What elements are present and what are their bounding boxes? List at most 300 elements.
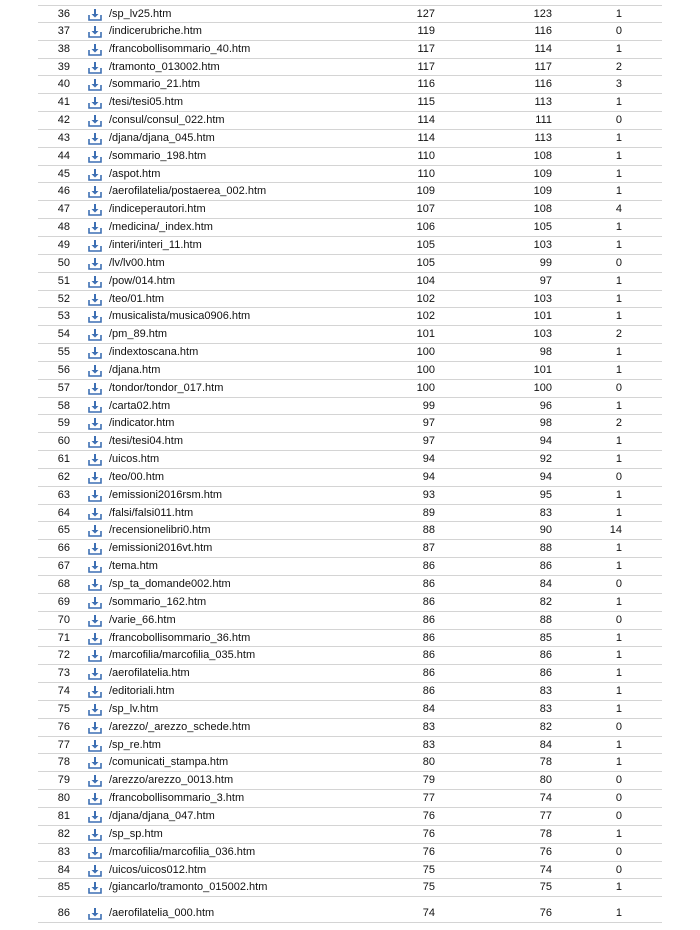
download-icon[interactable]: [88, 44, 102, 56]
hits-cell: 127: [416, 8, 435, 20]
url-link[interactable]: /sommario_21.htm: [109, 78, 201, 91]
download-icon[interactable]: [88, 9, 102, 21]
entries-cell: 95: [539, 488, 552, 501]
download-icon[interactable]: [88, 525, 102, 537]
url-link[interactable]: /sp_ta_domande002.htm: [109, 578, 231, 590]
rank-cell: 62: [57, 470, 70, 483]
entries-cell: 103: [533, 328, 552, 341]
entries-cell: 80: [539, 774, 552, 787]
url-link[interactable]: /consul/consul_022.htm: [109, 114, 225, 127]
url-link[interactable]: /musicalista/musica0906.htm: [109, 310, 251, 323]
hits-cell: 94: [422, 453, 435, 466]
url-link[interactable]: /francobollisommario_40.htm: [109, 42, 251, 55]
hits-cell: 97: [422, 417, 435, 430]
download-icon[interactable]: [88, 882, 102, 894]
rank-cell: 59: [57, 417, 70, 430]
hits-cell: 119: [417, 24, 435, 37]
download-icon[interactable]: [88, 26, 102, 38]
download-icon[interactable]: [88, 668, 102, 680]
url-link[interactable]: /teo/00.htm: [109, 470, 165, 483]
url-link[interactable]: /teo/01.htm: [109, 292, 165, 305]
url-link[interactable]: /interi/interi_11.htm: [109, 238, 202, 251]
table-row: [38, 41, 662, 59]
exits-cell: 1: [615, 149, 622, 162]
table-row: [38, 94, 662, 112]
hits-cell: 75: [422, 863, 435, 876]
exits-cell: 1: [615, 363, 622, 376]
hits-cell: 117: [417, 42, 435, 55]
entries-cell: 113: [534, 131, 552, 144]
entries-cell: 109: [533, 185, 552, 198]
rank-cell: 37: [57, 24, 70, 37]
table-row: [38, 130, 662, 148]
exits-cell: 1: [615, 238, 622, 251]
entries-cell: 74: [539, 863, 552, 876]
download-icon[interactable]: [88, 436, 102, 448]
entries-cell: 77: [539, 809, 552, 822]
url-link[interactable]: /aerofilatelia_000.htm: [109, 907, 215, 920]
exits-cell: 1: [615, 649, 622, 662]
download-icon[interactable]: [88, 151, 102, 163]
url-link[interactable]: /emissioni2016vt.htm: [109, 542, 213, 555]
hits-cell: 74: [422, 907, 435, 920]
hits-cell: 110: [417, 149, 435, 162]
entries-cell: 76: [539, 845, 552, 858]
download-icon[interactable]: [88, 615, 102, 627]
rank-cell: 71: [57, 631, 70, 644]
table-row: [38, 754, 662, 772]
download-icon[interactable]: [88, 329, 102, 341]
table-row: [38, 844, 662, 862]
rank-cell: 51: [57, 274, 70, 287]
table-row: [38, 505, 662, 523]
exits-cell: 1: [615, 738, 622, 751]
exits-cell: 2: [615, 328, 622, 341]
hits-cell: 86: [422, 613, 435, 626]
url-link[interactable]: /aerofilatelia/postaerea_002.htm: [109, 185, 267, 198]
download-icon[interactable]: [88, 115, 102, 127]
url-link[interactable]: /editoriali.htm: [109, 685, 175, 698]
exits-cell: 1: [615, 631, 622, 644]
entries-cell: 114: [534, 42, 552, 55]
exits-cell: 1: [615, 274, 622, 287]
rank-cell: 41: [57, 96, 70, 109]
exits-cell: 1: [615, 185, 622, 198]
url-link[interactable]: /tesi/tesi04.htm: [109, 435, 183, 448]
table-row: [38, 862, 662, 880]
table-row: [38, 201, 662, 219]
entries-cell: 86: [539, 649, 552, 662]
table-row: [38, 451, 662, 469]
url-link[interactable]: /medicina/_index.htm: [109, 221, 213, 234]
download-icon[interactable]: [88, 740, 102, 752]
url-link[interactable]: /giancarlo/tramonto_015002.htm: [109, 881, 268, 894]
entries-cell: 82: [539, 720, 552, 733]
download-icon[interactable]: [88, 418, 102, 430]
download-icon[interactable]: [88, 650, 102, 662]
download-icon[interactable]: [88, 401, 102, 413]
download-icon[interactable]: [88, 311, 102, 323]
table-row: [38, 237, 662, 255]
exits-cell: 1: [615, 667, 622, 680]
entries-cell: 103: [533, 292, 552, 305]
hits-cell: 86: [422, 560, 435, 573]
url-link[interactable]: /uicos/uicos012.htm: [109, 863, 207, 876]
table-row: [38, 905, 662, 923]
rank-cell: 81: [57, 809, 70, 822]
hits-cell: 75: [422, 881, 435, 894]
hits-cell: 104: [416, 274, 435, 287]
download-icon[interactable]: [88, 454, 102, 466]
rank-cell: 64: [57, 506, 70, 519]
hits-cell: 102: [416, 292, 435, 305]
exits-cell: 1: [615, 702, 622, 715]
url-link[interactable]: /carta02.htm: [109, 399, 171, 412]
url-link[interactable]: /sp_re.htm: [109, 738, 161, 751]
download-icon[interactable]: [88, 704, 102, 716]
download-icon[interactable]: [88, 133, 102, 145]
url-link[interactable]: /indicator.htm: [109, 417, 175, 430]
table-row: [38, 737, 662, 755]
rank-cell: 78: [57, 756, 70, 769]
rank-cell: 60: [57, 435, 70, 448]
url-link[interactable]: /sommario_198.htm: [109, 149, 207, 162]
table-row: [38, 380, 662, 398]
download-icon[interactable]: [88, 97, 102, 109]
rank-cell: 46: [57, 185, 70, 198]
table-row: [38, 219, 662, 237]
hits-cell: 114: [417, 131, 435, 144]
rank-cell: 82: [57, 827, 70, 840]
table-row: [38, 76, 662, 94]
rank-cell: 79: [57, 774, 70, 787]
rank-cell: 61: [57, 453, 70, 466]
exits-cell: 1: [615, 346, 622, 359]
rank-cell: 69: [57, 595, 70, 608]
url-link[interactable]: /sp_lv.htm: [109, 702, 159, 715]
download-icon[interactable]: [88, 490, 102, 502]
hits-cell: 100: [416, 363, 435, 376]
url-link[interactable]: /aerofilatelia.htm: [109, 667, 190, 680]
url-link[interactable]: /pm_89.htm: [109, 328, 168, 341]
table-row: [38, 647, 662, 665]
download-icon[interactable]: [88, 508, 102, 520]
exits-cell: 1: [615, 756, 622, 769]
table-row: [38, 183, 662, 201]
entries-cell: 111: [535, 114, 552, 127]
url-link[interactable]: /tesi/tesi05.htm: [109, 96, 183, 109]
url-link[interactable]: /francobollisommario_36.htm: [109, 631, 251, 644]
hits-cell: 97: [422, 435, 435, 448]
table-row: [38, 683, 662, 701]
hits-cell: 93: [422, 488, 435, 501]
table-row: [38, 879, 662, 897]
entries-cell: 101: [533, 310, 552, 323]
entries-cell: 101: [533, 363, 552, 376]
download-icon[interactable]: [88, 383, 102, 395]
download-icon[interactable]: [88, 472, 102, 484]
entries-cell: 90: [539, 524, 552, 537]
table-row: [38, 808, 662, 826]
exits-cell: 1: [615, 292, 622, 305]
rank-cell: 49: [57, 238, 70, 251]
table-row: [38, 612, 662, 630]
table-row: [38, 576, 662, 594]
entries-cell: 99: [539, 256, 552, 269]
download-icon[interactable]: [88, 811, 102, 823]
exits-cell: 0: [615, 256, 622, 269]
rank-cell: 43: [57, 131, 70, 144]
url-link[interactable]: /indiceperautori.htm: [109, 203, 206, 216]
rank-cell: 39: [57, 60, 70, 73]
hits-cell: 101: [416, 328, 435, 341]
url-link[interactable]: /tramonto_013002.htm: [109, 60, 220, 73]
exits-cell: 0: [615, 578, 622, 590]
hits-cell: 86: [422, 595, 435, 608]
entries-cell: 88: [539, 613, 552, 626]
entries-cell: 116: [534, 78, 552, 91]
download-icon[interactable]: [88, 847, 102, 859]
rank-cell: 73: [57, 667, 70, 680]
url-link[interactable]: /uicos.htm: [109, 453, 160, 466]
exits-cell: 1: [615, 167, 622, 180]
download-icon[interactable]: [88, 722, 102, 734]
rank-cell: 83: [57, 845, 70, 858]
url-link[interactable]: /sp_sp.htm: [109, 827, 163, 840]
rank-cell: 40: [57, 78, 70, 91]
rank-cell: 66: [57, 542, 70, 555]
entries-cell: 117: [534, 60, 552, 73]
download-icon[interactable]: [88, 543, 102, 555]
entries-cell: 83: [539, 702, 552, 715]
entries-cell: 78: [539, 827, 552, 840]
exits-cell: 0: [615, 381, 622, 394]
entries-cell: 98: [539, 417, 552, 430]
hits-cell: 86: [422, 685, 435, 698]
url-link[interactable]: /falsi/falsi011.htm: [109, 506, 194, 519]
entries-cell: 105: [533, 221, 552, 234]
table-row: [38, 522, 662, 540]
entries-cell: 84: [539, 578, 552, 590]
url-link[interactable]: /marcofilia/marcofilia_035.htm: [109, 649, 256, 662]
exits-cell: 3: [615, 78, 622, 91]
url-link[interactable]: /indextoscana.htm: [109, 346, 199, 359]
hits-cell: 79: [422, 774, 435, 787]
url-link[interactable]: /tondor/tondor_017.htm: [109, 381, 224, 394]
table-row: [38, 344, 662, 362]
exits-cell: 1: [615, 131, 622, 144]
url-link[interactable]: /djana/djana_047.htm: [109, 809, 215, 822]
entries-cell: 82: [539, 595, 552, 608]
hits-cell: 83: [422, 738, 435, 751]
hits-cell: 84: [422, 702, 435, 715]
hits-cell: 89: [422, 506, 435, 519]
download-icon[interactable]: [88, 62, 102, 74]
rank-cell: 85: [57, 881, 70, 894]
download-icon[interactable]: [88, 186, 102, 198]
hits-cell: 106: [416, 221, 435, 234]
url-link[interactable]: /tema.htm: [109, 560, 158, 573]
exits-cell: 0: [615, 24, 622, 37]
url-link[interactable]: /sp_lv25.htm: [109, 8, 172, 20]
url-link[interactable]: /pow/014.htm: [109, 274, 176, 287]
exits-cell: 0: [615, 809, 622, 822]
url-link[interactable]: /comunicati_stampa.htm: [109, 756, 229, 769]
download-icon[interactable]: [88, 597, 102, 609]
entries-cell: 85: [539, 631, 552, 644]
download-icon[interactable]: [88, 829, 102, 841]
entries-cell: 83: [539, 685, 552, 698]
rank-cell: 42: [57, 114, 70, 127]
exits-cell: 1: [615, 399, 622, 412]
table-row: [38, 398, 662, 416]
url-link[interactable]: /djana/djana_045.htm: [109, 131, 215, 144]
rank-cell: 80: [57, 792, 70, 805]
entries-cell: 96: [539, 399, 552, 412]
exits-cell: 1: [615, 595, 622, 608]
download-icon[interactable]: [88, 865, 102, 877]
table-row: [38, 255, 662, 273]
exits-cell: 0: [615, 863, 622, 876]
download-icon[interactable]: [88, 79, 102, 91]
url-link[interactable]: /varie_66.htm: [109, 613, 176, 626]
download-icon[interactable]: [88, 276, 102, 288]
rank-cell: 58: [57, 399, 70, 412]
exits-cell: 1: [615, 506, 622, 519]
table-row: [38, 630, 662, 648]
download-icon[interactable]: [88, 294, 102, 306]
download-icon[interactable]: [88, 775, 102, 787]
table-row: [38, 308, 662, 326]
download-icon[interactable]: [88, 169, 102, 181]
table-row: [38, 790, 662, 808]
exits-cell: 0: [615, 720, 622, 733]
rank-cell: 68: [57, 578, 70, 590]
hits-cell: 86: [422, 631, 435, 644]
rank-cell: 84: [57, 863, 70, 876]
download-icon[interactable]: [88, 793, 102, 805]
table-row: [38, 540, 662, 558]
entries-cell: 86: [539, 667, 552, 680]
table-row: [38, 826, 662, 844]
entries-cell: 74: [539, 792, 552, 805]
url-link[interactable]: /indicerubriche.htm: [109, 24, 202, 37]
exits-cell: 1: [615, 827, 622, 840]
hits-cell: 86: [422, 667, 435, 680]
hits-cell: 117: [417, 60, 435, 73]
table-row: [38, 594, 662, 612]
exits-cell: 1: [615, 42, 622, 55]
url-link[interactable]: /sommario_162.htm: [109, 595, 207, 608]
hits-cell: 77: [422, 792, 435, 805]
url-link[interactable]: /emissioni2016rsm.htm: [109, 488, 223, 501]
hits-cell: 115: [417, 96, 435, 109]
url-link[interactable]: /recensionelibri0.htm: [109, 524, 211, 537]
hits-cell: 76: [422, 809, 435, 822]
exits-cell: 0: [615, 845, 622, 858]
table-row: [38, 273, 662, 291]
entries-cell: 108: [533, 203, 552, 216]
url-link[interactable]: /arezzo/arezzo_0013.htm: [109, 774, 234, 787]
download-icon[interactable]: [88, 258, 102, 270]
download-icon[interactable]: [88, 579, 102, 591]
download-icon[interactable]: [88, 633, 102, 645]
table-row: [38, 362, 662, 380]
download-icon[interactable]: [88, 561, 102, 573]
rank-cell: 56: [57, 363, 70, 376]
rank-cell: 67: [57, 560, 70, 573]
table-row: [38, 291, 662, 309]
entries-cell: 78: [539, 756, 552, 769]
hits-cell: 100: [416, 346, 435, 359]
download-icon[interactable]: [88, 757, 102, 769]
url-link[interactable]: /arezzo/_arezzo_schede.htm: [109, 720, 251, 733]
rank-cell: 47: [57, 203, 70, 216]
table-row: [38, 772, 662, 790]
rank-cell: 65: [57, 524, 70, 537]
download-icon[interactable]: [88, 365, 102, 377]
rank-cell: 38: [57, 42, 70, 55]
table-row: [38, 487, 662, 505]
url-link[interactable]: /djana.htm: [109, 363, 161, 376]
exits-cell: 0: [615, 792, 622, 805]
hits-cell: 86: [422, 649, 435, 662]
exits-cell: 0: [615, 774, 622, 787]
url-link[interactable]: /aspot.htm: [109, 167, 161, 180]
download-icon[interactable]: [88, 908, 102, 920]
entries-cell: 92: [539, 453, 552, 466]
exits-cell: 2: [615, 417, 622, 430]
rank-cell: 55: [57, 346, 70, 359]
hits-cell: 102: [416, 310, 435, 323]
entries-cell: 88: [539, 542, 552, 555]
rank-cell: 72: [57, 649, 70, 662]
hits-cell: 100: [416, 381, 435, 394]
exits-cell: 1: [615, 8, 622, 20]
table-row: [38, 701, 662, 719]
entries-cell: 98: [539, 346, 552, 359]
rank-cell: 53: [57, 310, 70, 323]
exits-cell: 1: [615, 907, 622, 920]
rank-cell: 52: [57, 292, 70, 305]
hits-cell: 109: [416, 185, 435, 198]
hits-cell: 114: [417, 114, 435, 127]
rank-cell: 70: [57, 613, 70, 626]
table-row: [38, 5, 662, 23]
download-icon[interactable]: [88, 222, 102, 234]
entries-cell: 94: [539, 470, 552, 483]
table-row: [38, 112, 662, 130]
download-icon[interactable]: [88, 686, 102, 698]
download-icon[interactable]: [88, 347, 102, 359]
rank-cell: 75: [57, 702, 70, 715]
rank-cell: 36: [57, 8, 70, 20]
download-icon[interactable]: [88, 240, 102, 252]
exits-cell: 1: [615, 685, 622, 698]
rank-cell: 48: [57, 221, 70, 234]
hits-cell: 99: [422, 399, 435, 412]
exits-cell: 1: [615, 221, 622, 234]
entries-cell: 94: [539, 435, 552, 448]
exits-cell: 1: [615, 560, 622, 573]
download-icon[interactable]: [88, 204, 102, 216]
url-link[interactable]: /marcofilia/marcofilia_036.htm: [109, 845, 256, 858]
url-link[interactable]: /lv/lv00.htm: [109, 256, 165, 269]
url-link[interactable]: /francobollisommario_3.htm: [109, 792, 245, 805]
hits-cell: 105: [416, 256, 435, 269]
entries-cell: 109: [533, 167, 552, 180]
hits-cell: 110: [417, 167, 435, 180]
